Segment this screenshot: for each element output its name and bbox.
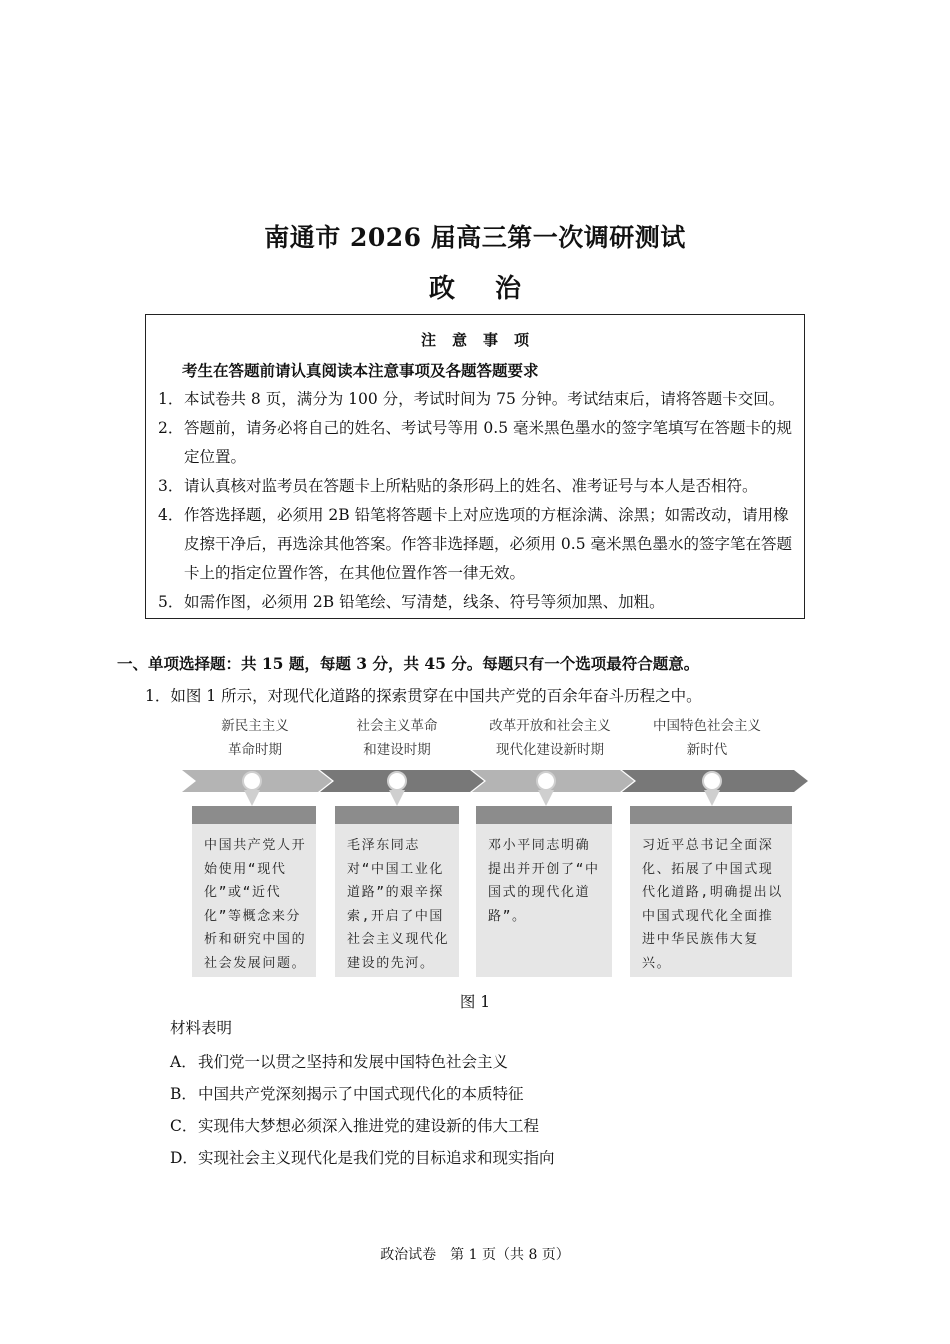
- timeline-box: 邓小平同志明确提出并开创了“中国式的现代化道路”。: [476, 824, 612, 977]
- notice-item-number: 4．: [158, 506, 184, 524]
- option-text: 实现社会主义现代化是我们党的目标追求和现实指向: [198, 1149, 555, 1167]
- notice-box: [145, 314, 805, 619]
- notice-item: [158, 385, 798, 414]
- notice-item: [158, 588, 798, 617]
- timeline-box: 毛泽东同志对“中国工业化道路”的艰辛探索,开启了中国社会主义现代化建设的先河。: [335, 824, 459, 977]
- answer-option: [170, 1142, 555, 1174]
- answer-option: [170, 1046, 555, 1078]
- timeline-box: 习近平总书记全面深化、拓展了中国式现代化道路,明确提出以中国式现代化全面推进中华民族伟大复兴。: [630, 824, 792, 977]
- figure-caption: 图 1: [459, 993, 491, 1011]
- option-letter: C．: [170, 1117, 198, 1135]
- period-line: 改革开放和社会主义: [489, 718, 611, 734]
- notice-item-text: 请认真核对监考员在答题卡上所粘贴的条形码上的姓名、准考证号与本人是否相符。: [184, 477, 758, 495]
- notice-item-text: 作答选择题，必须用 2B 铅笔将答题卡上对应选项的方框涂满、涂黑；如需改动，请用橡皮擦干净后，再选涂其他答案。作答非选择题，必须用 0.5 毫米黑色墨水的签字笔在答题卡上的指定位置作答，在其他位置作答一律无效。: [184, 506, 793, 582]
- timeline-box: 中国共产党人开始使用“现代化”或“近代化”等概念来分析和研究中国的社会发展问题。: [192, 824, 316, 977]
- notice-item-text: 如需作图，必须用 2B 铅笔绘、写清楚，线条、符号等须加黑、加粗。: [184, 593, 665, 611]
- option-text: 中国共产党深刻揭示了中国式现代化的本质特征: [198, 1085, 524, 1103]
- period-line: 中国特色社会主义: [653, 718, 761, 734]
- option-letter: A．: [170, 1053, 197, 1071]
- answer-option: [170, 1078, 555, 1110]
- question-stem: 1．如图 1 所示，对现代化道路的探索贯穿在中国共产党的百余年奋斗历程之中。: [145, 687, 702, 705]
- notice-list: [158, 385, 798, 617]
- period-line: 新民主主义: [221, 718, 289, 734]
- answer-options: [170, 1046, 555, 1174]
- subject-title: 政治: [428, 274, 561, 304]
- page-footer: 政治试卷 第 1 页（共 8 页）: [380, 1247, 570, 1263]
- answer-option: [170, 1110, 555, 1142]
- timeline-figure: [180, 714, 810, 984]
- period-line: 和建设时期: [363, 742, 431, 758]
- timeline-box-header: [335, 806, 459, 824]
- period-line: 现代化建设新时期: [496, 742, 604, 758]
- option-letter: B．: [170, 1085, 197, 1103]
- period-line: 革命时期: [228, 742, 282, 758]
- exam-title: 南通市 2026 届高三第一次调研测试: [264, 223, 686, 252]
- notice-item-number: 5．: [158, 593, 184, 611]
- option-letter: D．: [170, 1149, 198, 1167]
- notice-item: [158, 472, 798, 501]
- period-line: 社会主义革命: [356, 718, 438, 734]
- option-text: 实现伟大梦想必须深入推进党的建设新的伟大工程: [198, 1117, 540, 1135]
- timeline-box-header: [476, 806, 612, 824]
- notice-item: [158, 501, 798, 588]
- timeline-period-label: [632, 714, 782, 762]
- notice-item-text: 本试卷共 8 页，满分为 100 分，考试时间为 75 分钟。考试结束后，请将答题卡交回。: [184, 390, 785, 408]
- notice-item-text: 答题前，请务必将自己的姓名、考试号等用 0.5 毫米黑色墨水的签字笔填写在答题卡的规定位置。: [184, 419, 793, 466]
- option-text: 我们党一以贯之坚持和发展中国特色社会主义: [198, 1053, 509, 1071]
- notice-heading: 注意事项: [420, 331, 545, 349]
- period-line: 新时代: [686, 742, 728, 758]
- notice-item-number: 3．: [158, 477, 184, 495]
- timeline-period-label: [180, 714, 330, 762]
- timeline-period-label: [322, 714, 472, 762]
- section-heading: 一、单项选择题：共 15 题，每题 3 分，共 45 分。每题只有一个选项最符合题意。: [117, 654, 700, 673]
- material-prompt: 材料表明: [170, 1019, 233, 1037]
- notice-lead: 考生在答题前请认真阅读本注意事项及各题答题要求: [182, 361, 539, 380]
- timeline-period-label: [470, 714, 630, 762]
- timeline-box-header: [630, 806, 792, 824]
- notice-item-number: 1．: [158, 390, 184, 408]
- notice-item: [158, 414, 798, 472]
- timeline-box-header: [192, 806, 316, 824]
- notice-item-number: 2．: [158, 419, 184, 437]
